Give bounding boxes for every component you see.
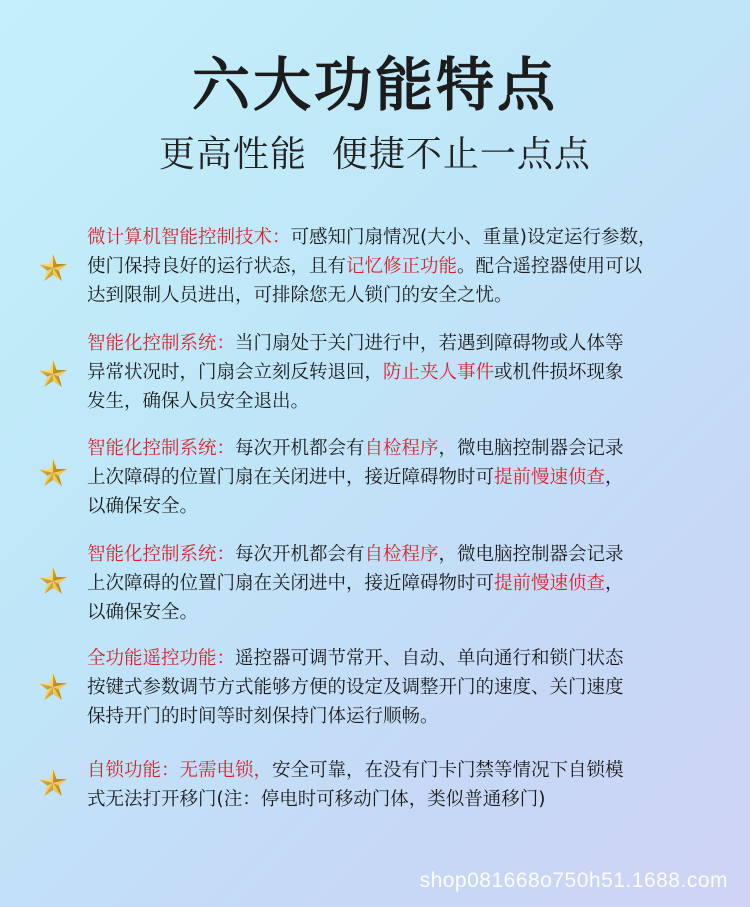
feature-label: 智能化控制系统： [87,438,236,459]
feature-text: 全功能遥控功能：遥控器可调节常开、自动、单向通行和锁门状态 按键式参数调节方式能够方便的设定及调整开门的速度、关门速度 保持开门的时间等时刻保持门体运行顺畅。 [87,648,624,727]
feature-highlight: 记忆修正功能 [346,256,458,277]
page-subtitle: 更高性能 便捷不止一点点 [159,134,591,175]
feature-highlight: 自检程序 [364,544,439,565]
star-icon [38,672,68,702]
feature-highlight: 提前慢速侦查 [494,573,606,594]
feature-highlight: 自检程序 [364,438,439,459]
feature-text: 智能化控制系统：当门扇处于关门进行中，若遇到障碍物或人体等 异常状况时，门扇会立刻反转退回，防止夹人事件或机件损坏现象 发生，确保人员安全退出。 [87,333,624,412]
feature-label: 微计算机智能控制技术： [87,227,291,248]
feature-highlight: 提前慢速侦查 [494,467,606,488]
feature-text: 自锁功能：无需电锁，安全可靠，在没有门卡门禁等情况下自锁模 式无法打开移门(注：停电时可移动门体，类似普通移门) [87,760,624,810]
feature-label: 智能化控制系统： [87,333,236,354]
star-icon [38,253,68,283]
star-icon [38,566,68,596]
feature-text: 智能化控制系统：每次开机都会有自检程序，微电脑控制器会记录 上次障碍的位置门扇在关闭进中，接近障碍物时可提前慢速侦查， 以确保安全。 [87,544,624,623]
star-icon [38,359,68,389]
star-icon [38,768,68,798]
feature-label: 智能化控制系统： [87,544,236,565]
shop-watermark: shop081668o750h51.1688.com [419,869,728,892]
feature-text: 微计算机智能控制技术：可感知门扇情况(大小、重量)设定运行参数， 使门保持良好的运行状态，且有记忆修正功能。配合遥控器使用可以 达到限制人员进出，可排除您无人锁门的安全之忧。 [87,227,657,306]
feature-text: 智能化控制系统：每次开机都会有自检程序，微电脑控制器会记录 上次障碍的位置门扇在关闭进中，接近障碍物时可提前慢速侦查， 以确保安全。 [87,438,624,517]
feature-highlight: 防止夹人事件 [383,362,495,383]
star-icon [38,458,68,488]
feature-label: 自锁功能：无需电锁， [87,760,273,781]
page-title: 六大功能特点 [191,51,558,119]
feature-label: 全功能遥控功能： [87,648,236,669]
